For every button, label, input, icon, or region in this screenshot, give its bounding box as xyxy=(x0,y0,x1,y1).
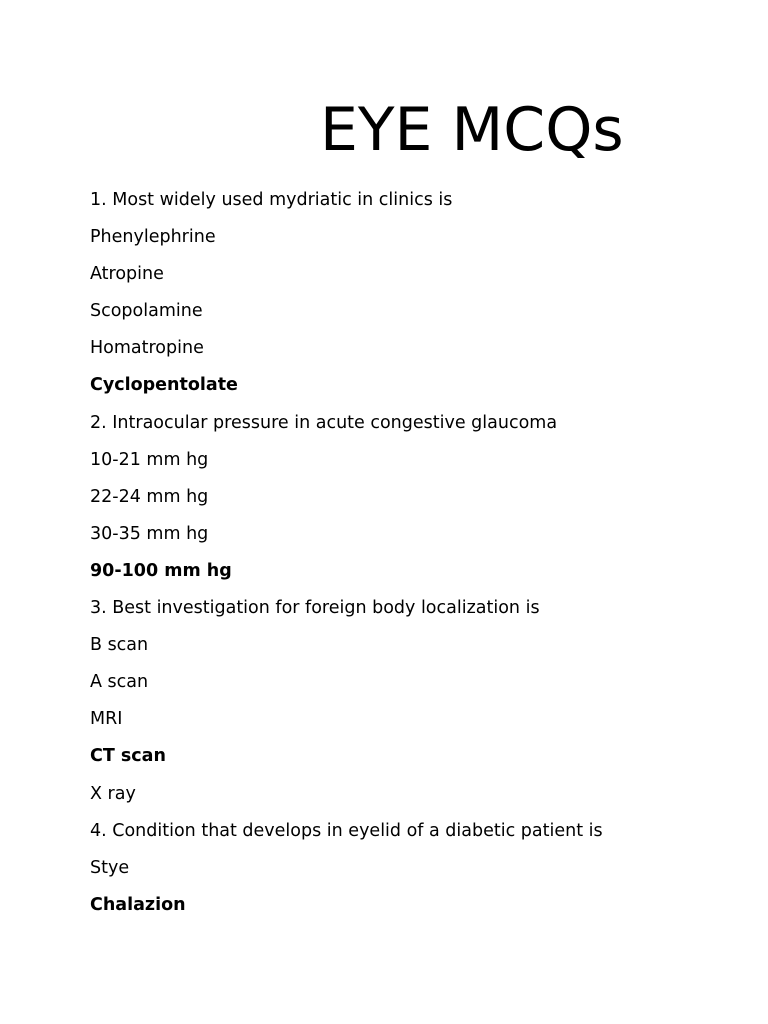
option-line: Scopolamine xyxy=(90,301,203,322)
option-line: 30-35 mm hg xyxy=(90,523,209,544)
answer-line: Chalazion xyxy=(90,894,186,915)
option-line: Phenylephrine xyxy=(90,227,216,248)
answer-line: 90-100 mm hg xyxy=(90,560,232,581)
answer-line: Cyclopentolate xyxy=(90,375,238,396)
option-line: MRI xyxy=(90,709,123,730)
mcq-list xyxy=(90,184,750,926)
answer-line: CT scan xyxy=(90,746,166,767)
question-line: 1. Most widely used mydriatic in clinics is xyxy=(90,190,453,210)
option-line: Homatropine xyxy=(90,338,204,359)
question-line: 4. Condition that develops in eyelid of a diabetic patient is xyxy=(90,820,603,841)
option-line: Atropine xyxy=(90,264,164,285)
option-line: 22-24 mm hg xyxy=(90,486,209,507)
question-line: 2. Intraocular pressure in acute congestive glaucoma xyxy=(90,412,558,433)
option-line: 10-21 mm hg xyxy=(90,449,209,470)
question-line: 3. Best investigation for foreign body localization is xyxy=(90,598,540,619)
option-line: A scan xyxy=(90,672,149,693)
option-line: Stye xyxy=(90,857,130,878)
document-title: EYE MCQs xyxy=(320,95,624,165)
option-line: B scan xyxy=(90,635,149,656)
option-line: X ray xyxy=(90,783,136,804)
